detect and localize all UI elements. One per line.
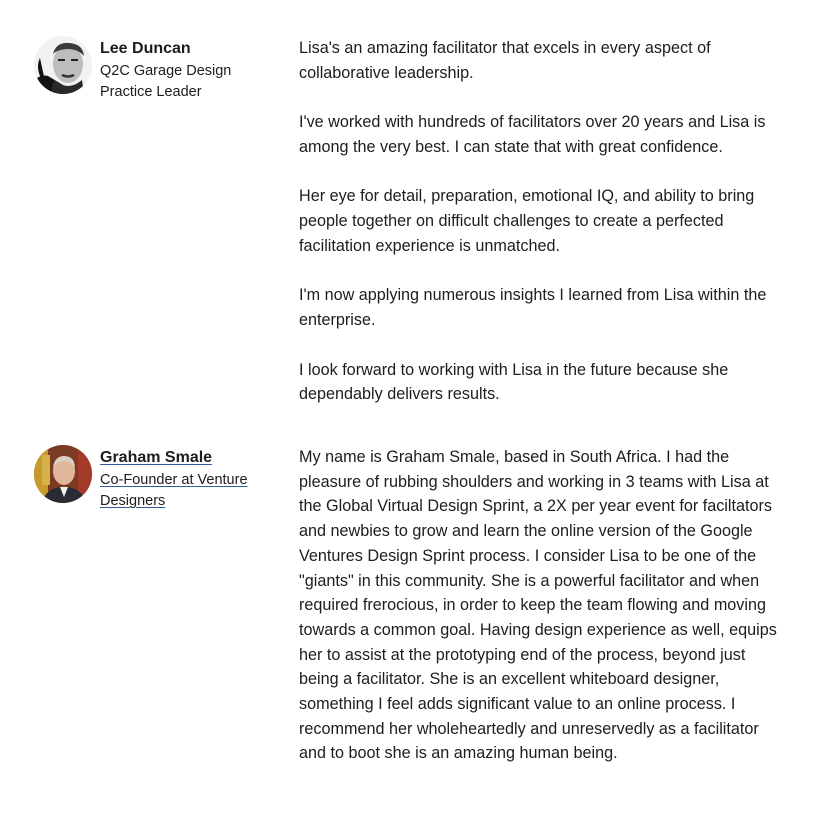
paragraph: Lisa's an amazing facilitator that excels in every aspect of collaborative leadership. — [299, 39, 711, 82]
author-info — [100, 447, 275, 512]
testimonial-text — [299, 445, 789, 791]
paragraph: My name is Graham Smale, based in South Africa. I had the pleasure of rubbing shoulders and working in 3 teams with Lisa at the Global Virtual Design Sprint, a 2X per year event for faciltators and newbies to grow and learn the online version of the Google Ventures Design Sprint process. I consider Lisa to be one of the "giants" in this community. She is a powerful facilitator and when required frerocious, in order to keep the team flowing and moving towards a common goal. Having design experience as well, equips her to assist at the prototyping end of the process, beyond just being a facilitator. She is an excellent whiteboard designer, something I feel adds significant value to an online process. I recommend her wholeheartedly and unreservedly as a facilitator and to boot she is an amazing human being. — [299, 448, 777, 763]
testimonial-text — [299, 36, 789, 432]
author-name: Lee Duncan — [100, 40, 191, 57]
person-photo-icon — [34, 36, 92, 94]
author-role: Q2C Garage Design Practice Leader — [100, 63, 232, 100]
avatar — [34, 36, 92, 94]
author-info — [100, 38, 275, 103]
paragraph: I've worked with hundreds of facilitators over 20 years and Lisa is among the very best. I can state that with great confidence. — [299, 113, 766, 156]
author-name-link[interactable]: Graham Smale — [100, 449, 213, 466]
avatar — [34, 445, 92, 503]
author-role-link[interactable]: Co-Founder at Venture Designers — [100, 472, 248, 509]
paragraph: I look forward to working with Lisa in the future because she dependably delivers results. — [299, 360, 729, 404]
person-photo-icon — [34, 445, 92, 503]
paragraph: I'm now applying numerous insights I learned from Lisa within the enterprise. — [299, 286, 767, 330]
paragraph: Her eye for detail, preparation, emotional IQ, and ability to bring people together on difficult challenges to create a perfected facilitation experience is unmatched. — [299, 187, 755, 255]
